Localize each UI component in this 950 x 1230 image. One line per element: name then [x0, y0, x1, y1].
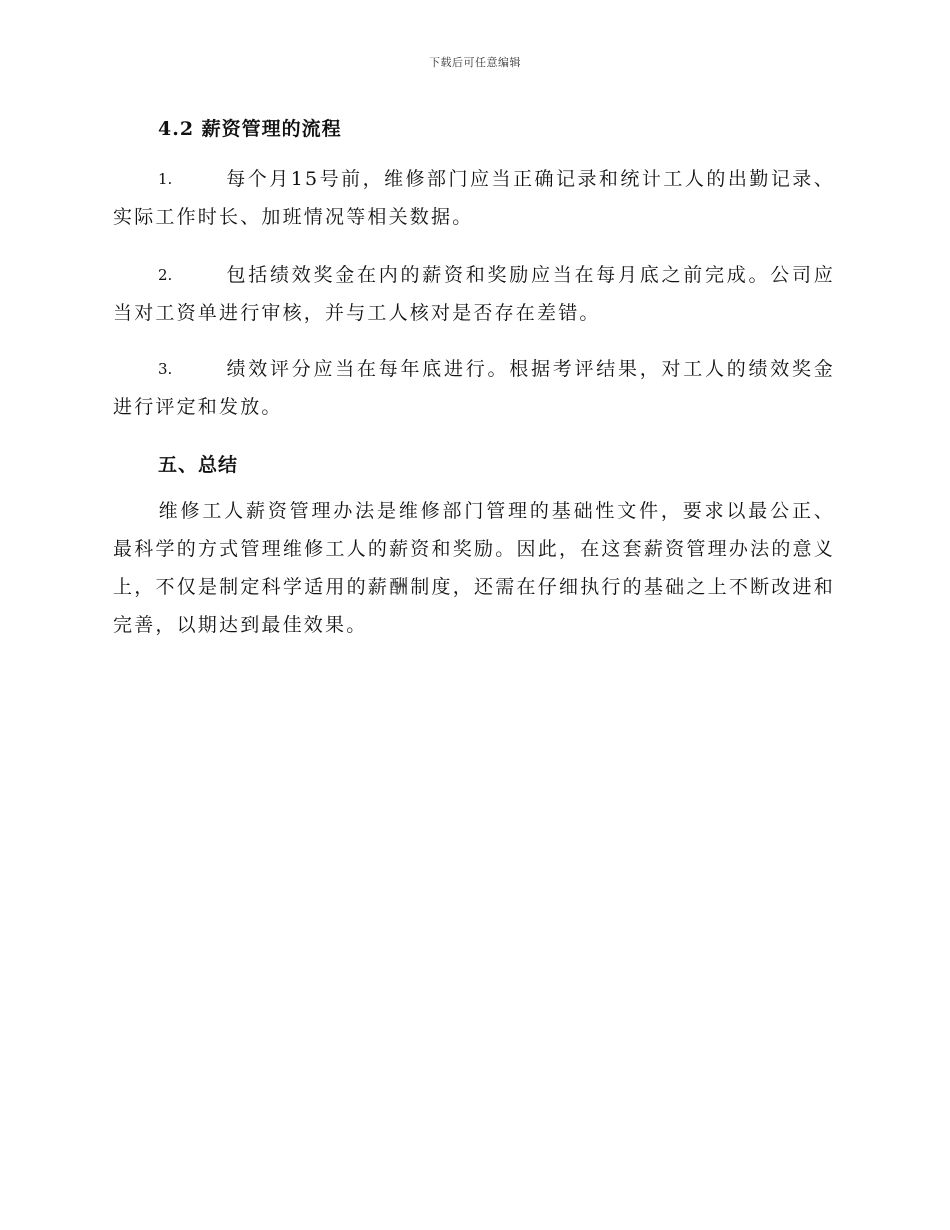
section-heading-4-2: 4.2 薪资管理的流程 — [158, 118, 342, 140]
page-header: 下载后可任意编辑 — [429, 56, 521, 69]
summary-text: 维修工人薪资管理办法是维修部门管理的基础性文件，要求以最公正、最科学的方式管理维修工人的薪资和奖励。因此，在这套薪资管理办法的意义上，不仅是制定科学适用的薪酬制度，还需在仔细执行的基础之上不断改进和完善，以期达到最佳效果。 — [113, 500, 835, 636]
list-item-number: 1. — [158, 170, 173, 188]
list-item-1 — [113, 160, 835, 236]
section-heading-5: 五、总结 — [158, 454, 239, 476]
list-item-text: 绩效评分应当在每年底进行。根据考评结果，对工人的绩效奖金进行评定和发放。 — [113, 358, 835, 418]
list-item-2 — [113, 256, 835, 332]
list-item-number: 3. — [158, 360, 173, 378]
summary-paragraph — [113, 492, 835, 644]
list-item-text: 每个月15号前，维修部门应当正确记录和统计工人的出勤记录、实际工作时长、加班情况等相关数据。 — [113, 168, 835, 228]
list-item-text: 包括绩效奖金在内的薪资和奖励应当在每月底之前完成。公司应当对工资单进行审核，并与工人核对是否存在差错。 — [113, 264, 835, 324]
list-item-3 — [113, 350, 835, 426]
list-item-number: 2. — [158, 266, 173, 284]
